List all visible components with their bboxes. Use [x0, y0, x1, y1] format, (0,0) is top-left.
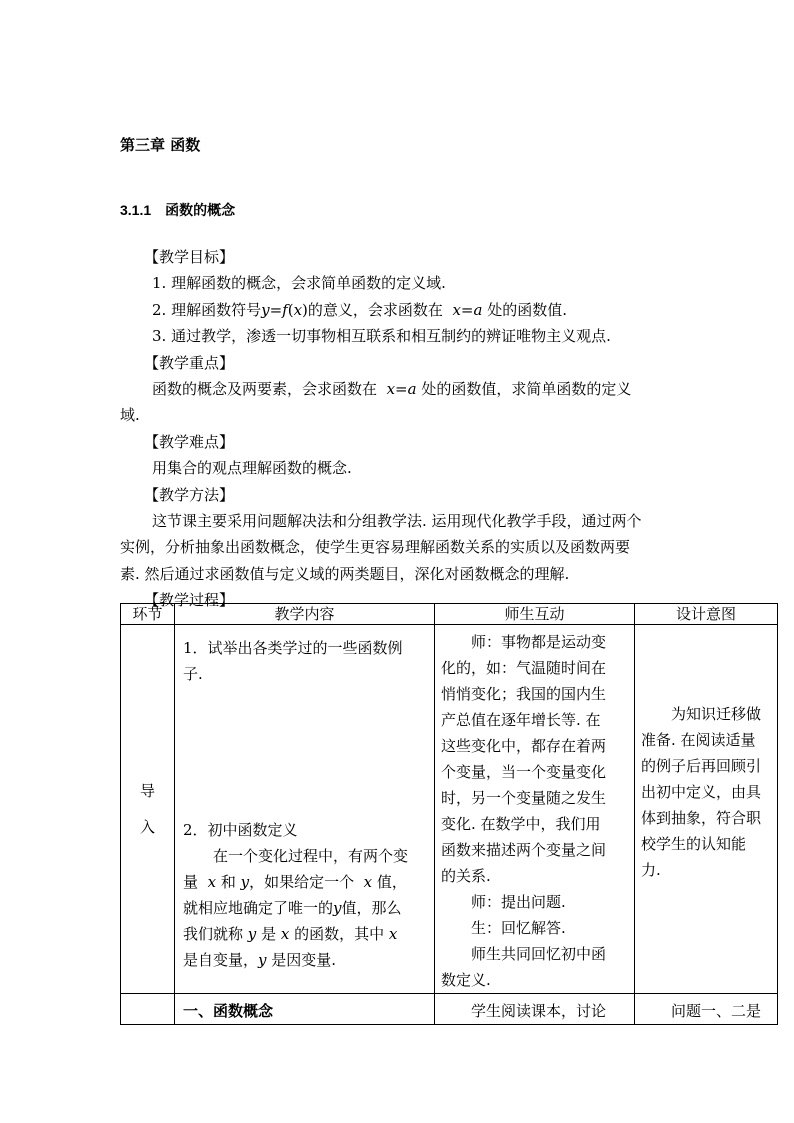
- intent-cell: 为知识迁移做 准备. 在阅读适量 的例子后再回顾引 出初中定义，由具 体到抽象，符合职 校学生的认知能 力.: [635, 625, 778, 994]
- content-q2-title: 2．初中函数定义: [183, 821, 298, 839]
- segment-cell-2: [121, 994, 175, 1025]
- header-intent: 设计意图: [635, 604, 778, 625]
- table-header-row: [121, 604, 778, 625]
- header-segment: 环节: [121, 604, 175, 625]
- objective-item-2: 2. 理解函数符号y=f(x)的意义，会求函数在 x=a 处的函数值.: [152, 300, 568, 319]
- content-cell-2: 一、函数概念: [175, 994, 435, 1025]
- intent-cell-2: 问题一、二是: [635, 994, 778, 1025]
- methods-line-1: 这节课主要采用问题解决法和分组教学法. 运用现代化教学手段，通过两个: [152, 512, 642, 531]
- table-row: [121, 994, 778, 1025]
- methods-line-2: 实例，分析抽象出函数概念，使学生更容易理解函数关系的实质以及函数两要: [120, 538, 631, 557]
- interaction-cell: 师：事物都是运动变 化的，如：气温随时间在 悄悄变化；我国的国内生 产总值在逐年增长等. 在 这些变化中，都存在着两 个变量，当一个变量变化 时，另一个变量随之发生 变化. 在数学中，我们用 函数来描述两个变量之间 的关系. 师：提出问题. 生：回忆解答. 师生共同回忆初中函 数定义.: [435, 625, 635, 994]
- difficulties-text: 用集合的观点理解函数的概念.: [152, 459, 352, 478]
- methods-line-3: 素. 然后通过求函数值与定义域的两类题目，深化对函数概念的理解.: [120, 564, 570, 583]
- header-interaction: 师生互动: [435, 604, 635, 625]
- lesson-body: [120, 244, 680, 614]
- objective-item-1: 1. 理解函数的概念，会求简单函数的定义域.: [152, 274, 446, 293]
- header-content: 教学内容: [175, 604, 435, 625]
- keypoints-heading: 【教学重点】: [144, 353, 235, 372]
- process-heading: 【教学过程】: [144, 591, 235, 610]
- chapter-title: 第三章 函数: [120, 136, 201, 154]
- keypoints-text-cont: 域.: [120, 406, 140, 425]
- objectives-heading: 【教学目标】: [144, 248, 235, 266]
- methods-heading: 【教学方法】: [144, 485, 235, 504]
- section-title: [120, 200, 235, 220]
- section-number: 3.1.1: [120, 202, 152, 218]
- keypoints-text: 函数的概念及两要素，会求函数在 x=a 处的函数值，求简单函数的定义: [152, 380, 632, 399]
- objective-item-3: 3. 通过教学，渗透一切事物相互联系和相互制约的辨证唯物主义观点.: [152, 327, 611, 346]
- section-name: 函数的概念: [165, 203, 236, 219]
- teaching-process-table: [120, 603, 778, 1025]
- content-cell: 1．试举出各类学过的一些函数例 子. 2．初中函数定义 在一个变化过程中，有两个变 量 x 和 y，如果给定一个 x 值， 就相应地确定了唯一的y值，那么 我们就称 y 是 x 的函数，其中 x 是自变量，y 是因变量.: [175, 625, 435, 994]
- difficulties-heading: 【教学难点】: [144, 432, 235, 451]
- segment-cell: 导 入: [121, 625, 175, 994]
- table-row: [121, 625, 778, 994]
- interaction-cell-2: 学生阅读课本，讨论: [435, 994, 635, 1025]
